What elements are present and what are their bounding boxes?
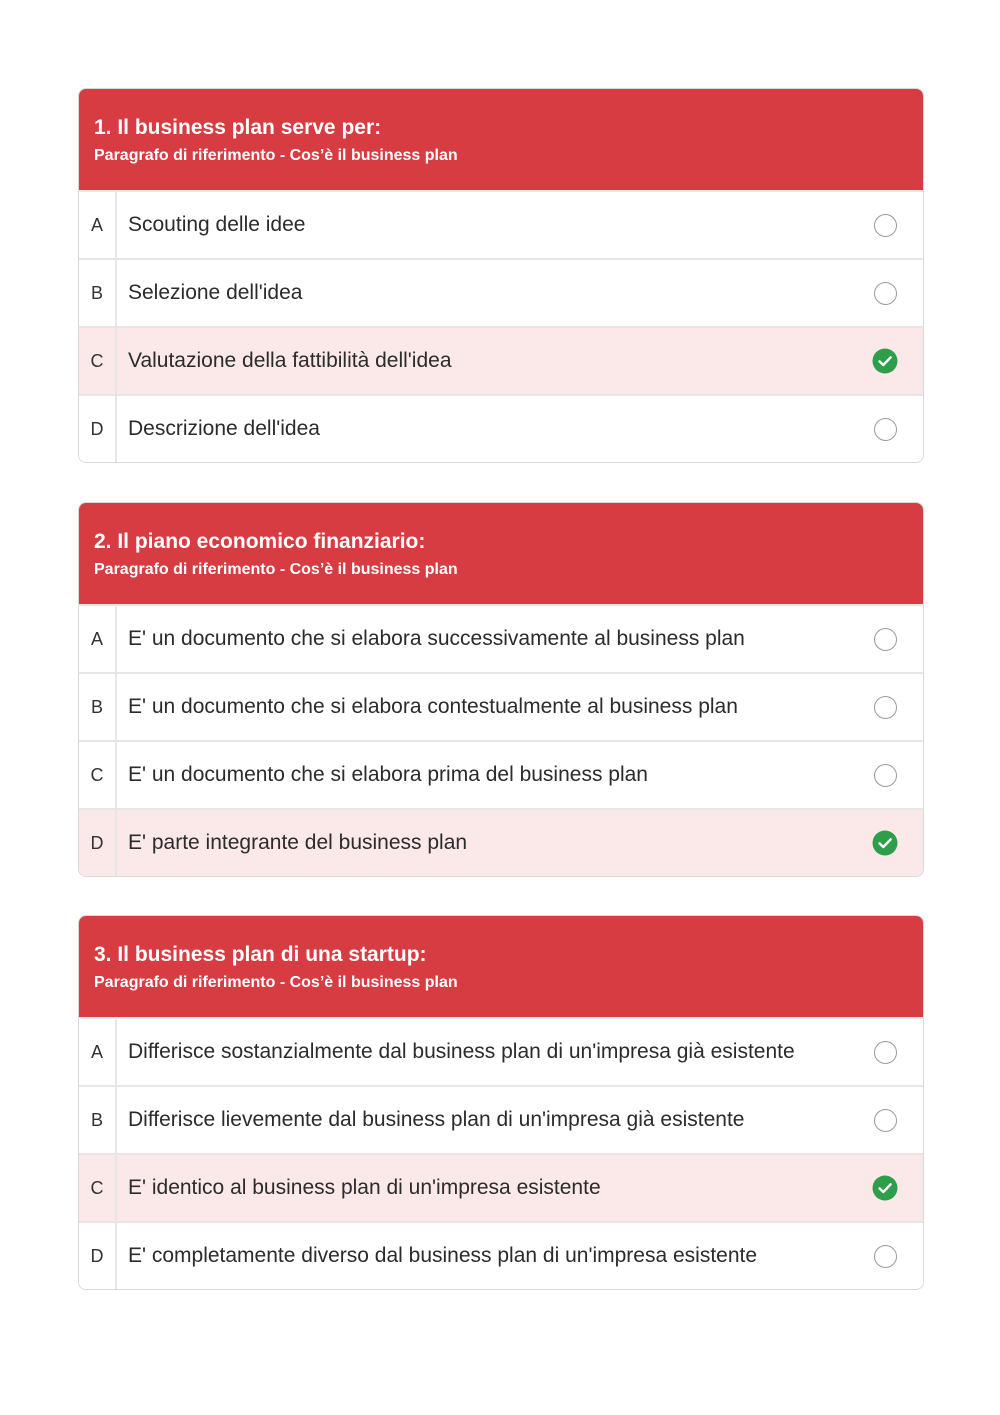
answer-option-c[interactable] xyxy=(79,1153,923,1221)
answer-mark xyxy=(849,214,923,237)
question-header xyxy=(79,916,923,1017)
radio-circle-icon[interactable] xyxy=(874,214,897,237)
answer-text: E' identico al business plan di un'impresa esistente xyxy=(128,1176,601,1199)
answer-mark xyxy=(849,1109,923,1132)
answer-letter: B xyxy=(79,1087,117,1153)
answer-letter: A xyxy=(79,192,117,258)
radio-circle-icon[interactable] xyxy=(874,628,897,651)
question-reference: Paragrafo di riferimento - Cos’è il business plan xyxy=(94,974,458,991)
radio-circle-icon[interactable] xyxy=(874,1245,897,1268)
answer-text: Descrizione dell'idea xyxy=(128,417,320,440)
question-title: 2. Il piano economico finanziario: xyxy=(94,530,426,553)
answer-mark xyxy=(849,1245,923,1268)
answer-mark xyxy=(849,830,923,856)
answer-option-b[interactable] xyxy=(79,258,923,326)
answer-option-b[interactable] xyxy=(79,672,923,740)
answer-letter: C xyxy=(79,1155,117,1221)
answer-text: Differisce lievemente dal business plan di un'impresa già esistente xyxy=(128,1108,745,1131)
answer-text: E' parte integrante del business plan xyxy=(128,831,468,854)
answer-mark xyxy=(849,1041,923,1064)
radio-circle-icon[interactable] xyxy=(874,1109,897,1132)
question-header xyxy=(79,503,923,604)
check-circle-icon xyxy=(872,830,898,856)
question-reference: Paragrafo di riferimento - Cos’è il business plan xyxy=(94,561,458,578)
question-card-3 xyxy=(78,915,924,1290)
radio-circle-icon[interactable] xyxy=(874,764,897,787)
radio-circle-icon[interactable] xyxy=(874,418,897,441)
answer-option-d[interactable] xyxy=(79,1221,923,1289)
check-circle-icon xyxy=(872,348,898,374)
answer-option-b[interactable] xyxy=(79,1085,923,1153)
answer-letter: B xyxy=(79,674,117,740)
answer-letter: D xyxy=(79,396,117,462)
check-circle-icon xyxy=(872,1175,898,1201)
answer-text: E' un documento che si elabora prima del business plan xyxy=(128,763,648,786)
answer-mark xyxy=(849,764,923,787)
answer-mark xyxy=(849,282,923,305)
radio-circle-icon[interactable] xyxy=(874,1041,897,1064)
answer-text: Differisce sostanzialmente dal business plan di un'impresa già esistente xyxy=(128,1040,795,1063)
answer-letter: C xyxy=(79,742,117,808)
answer-letter: D xyxy=(79,1223,117,1289)
answer-text: E' completamente diverso dal business plan di un'impresa esistente xyxy=(128,1244,758,1267)
question-card-1 xyxy=(78,88,924,463)
answer-option-d[interactable] xyxy=(79,808,923,876)
answer-option-a[interactable] xyxy=(79,1017,923,1085)
answer-option-c[interactable] xyxy=(79,326,923,394)
answer-mark xyxy=(849,348,923,374)
answer-option-a[interactable] xyxy=(79,190,923,258)
answer-text: Valutazione della fattibilità dell'idea xyxy=(128,349,452,372)
answer-text: E' un documento che si elabora contestualmente al business plan xyxy=(128,695,738,718)
answer-text: Scouting delle idee xyxy=(128,213,306,236)
question-header xyxy=(79,89,923,190)
question-card-2 xyxy=(78,502,924,877)
answer-mark xyxy=(849,1175,923,1201)
radio-circle-icon[interactable] xyxy=(874,282,897,305)
answer-letter: A xyxy=(79,606,117,672)
answer-letter: C xyxy=(79,328,117,394)
answer-mark xyxy=(849,418,923,441)
answer-letter: D xyxy=(79,810,117,876)
answer-text: E' un documento che si elabora successivamente al business plan xyxy=(128,627,745,650)
answer-mark xyxy=(849,628,923,651)
question-title: 1. Il business plan serve per: xyxy=(94,116,382,139)
radio-circle-icon[interactable] xyxy=(874,696,897,719)
answer-mark xyxy=(849,696,923,719)
answer-option-d[interactable] xyxy=(79,394,923,462)
answer-option-a[interactable] xyxy=(79,604,923,672)
question-title: 3. Il business plan di una startup: xyxy=(94,943,427,966)
answer-letter: B xyxy=(79,260,117,326)
question-reference: Paragrafo di riferimento - Cos’è il business plan xyxy=(94,147,458,164)
answer-letter: A xyxy=(79,1019,117,1085)
answer-text: Selezione dell'idea xyxy=(128,281,303,304)
answer-option-c[interactable] xyxy=(79,740,923,808)
